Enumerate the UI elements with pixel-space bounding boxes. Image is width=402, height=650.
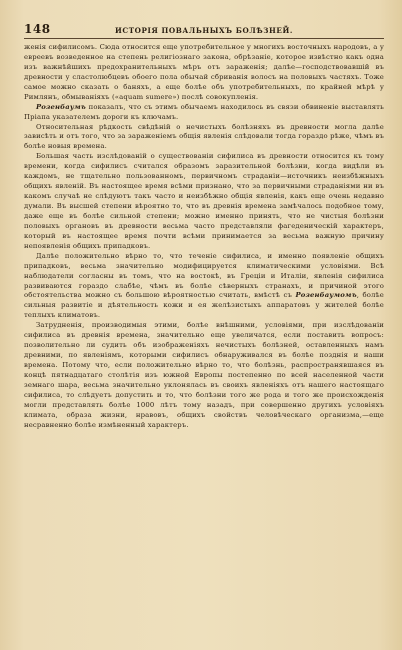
paragraph-text: , болѣе сильныя развитіе и дѣятельность кожи и ея желѣзистыхъ аппаратовъ у жителей болѣе теплыхъ климатовъ. <box>24 291 384 320</box>
running-title: ИСТОРІЯ ПОВАЛЬНЫХЪ БОЛѢЗНЕЙ. <box>114 26 293 35</box>
paragraph-text: женія сифилисомъ. Сюда относится еще употребительное у многихъ восточныхъ народовъ, а у евреевъ возведенное на степень религіознаго закона, обрѣзаніе, которое извѣстно какъ одна изъ важнѣйшихъ предохранительныхъ мѣръ отъ зараженія; далѣе—господствовавшій въ древности у сластолюбцевъ обоего пола обычай сбриванія волосъ на половыхъ частяхъ. Тоже самое можно сказать о баняхъ, а еще болѣе объ употребительныхъ, по крайней мѣрѣ у Римлянъ, обмываніяхъ («aquam sumere») послѣ совокупленія. <box>24 43 384 101</box>
author-name: Розенбаумъ <box>36 102 86 111</box>
paragraph-text: Затрудненія, производимыя этими, болѣе внѣшними, условіями, при изслѣдованіи сифилиса въ древнія времена, значительно еще увеличатся, если поставить вопросъ: позволительно ли судить объ изображеніяхъ нечистыхъ болѣзней, оставленныхъ намъ древними, по явленіямъ, которыми сифилисъ обнаруживался въ болѣе позднія и наши времена. Потому что, если положительно вѣрно то, что болѣзнь, распространявшаяся въ концѣ пятнадцатаго столѣтія изъ южной Европы постепенно по всей населенной части земнаго шара, весьма значительно уклонялась въ своихъ явленіяхъ отъ нашего настоящаго сифилиса, то слѣдуетъ допустить и то, что болѣзни того же рода и того же происхожденія могли представлять болѣе 1000 лѣтъ тому назадъ, при совершенно другихъ условіяхъ климата, образа жизни, нравовъ, общихъ свойствъ человѣческаго организма,—еще несравненно болѣе измѣненный характеръ. <box>24 321 384 429</box>
author-name: Розенбаумомъ <box>295 291 357 300</box>
paragraph-text: показалъ, что съ этимъ обычаемъ находилось въ связи обвиненіе выставлять Пріапа указателемъ дороги къ ключамъ. <box>24 102 384 121</box>
paragraph <box>24 152 384 251</box>
paragraph-text: Относительная рѣдкость свѣдѣній о нечистыхъ болѣзняхъ въ древности могла далѣе зависѣть и отъ того, что за зараженіемъ общія явленія слѣдовали тогда гораздо рѣже, чѣмъ въ болѣе новыя времена. <box>24 122 384 151</box>
page-header <box>24 22 384 39</box>
paragraph <box>24 43 384 103</box>
paragraph <box>24 123 384 153</box>
paragraph <box>24 103 384 123</box>
page-number: 148 <box>24 22 51 36</box>
paragraph-text: Далѣе положительно вѣрно то, что теченіе сифилиса, и именно появленіе общихъ припадковъ, весьма значительно модифицируется климатическими условіями. Всѣ наблюдатели согласны въ томъ, что на востокѣ, въ Греціи и Италіи, явленія сифилиса развиваются гораздо слабѣе, чѣмъ въ болѣе сѣверныхъ странахъ, и причиной этого обстоятельства можно съ большою вѣроятностью считать, вмѣстѣ съ <box>24 251 384 300</box>
paragraph <box>24 252 384 322</box>
paragraph <box>24 321 384 430</box>
paragraph-text: Большая часть изслѣдованій о существованіи сифилиса въ древности относится къ тому времени, когда сифилисъ считался образомъ заразительной болѣзни, когда видѣли въ каждомъ, не тщательно пользованномъ, первичномъ страданіи—источникъ неизбѣжныхъ общихъ явленій. Въ настоящее время всѣми признано, что за первичными страданіями ни въ какомъ случаѣ не слѣдуютъ такъ часто и неизбѣжно общія явленія, какъ еще очень недавно думали. Въ высшей степени вѣроятно то, что въ древнія времена замѣчалось подобное тому, даже еще въ болѣе сильной степени; можно именно принять, что не чистыя болѣзни половыхъ органовъ въ древности весьма часто представляли фагеденическій характеръ, который въ настоящее время почти всѣми принимается за весьма важную причину непоявленія общихъ припадковъ. <box>24 152 384 250</box>
body-text <box>24 43 384 431</box>
